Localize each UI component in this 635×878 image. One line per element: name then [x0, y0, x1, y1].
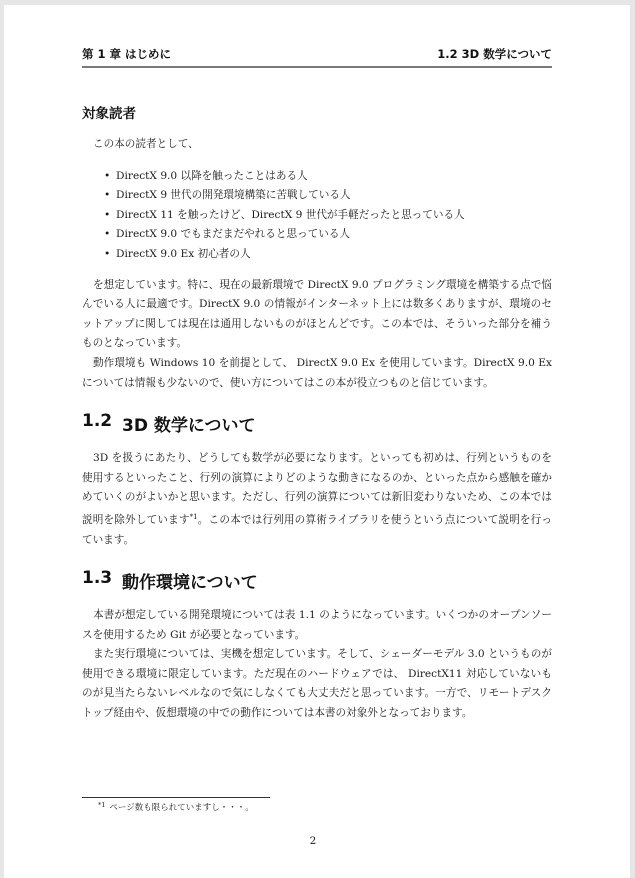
bullet-icon: •	[104, 189, 111, 202]
section-title: 動作環境について	[122, 573, 258, 594]
bullet-icon: •	[104, 208, 111, 221]
section-title: 3D 数学について	[122, 416, 256, 437]
list-item: • DirectX 9.0 Ex 初心者の人	[104, 245, 552, 265]
section-number: 1.3	[82, 568, 113, 589]
section-1-3-paragraph: 本書が想定している開発環境については表 1.1 のようになっています。いくつかのオープンソースを使用するため Git が必要となっています。	[82, 609, 552, 641]
bullet-icon: •	[104, 169, 111, 182]
audience-intro: この本の読者として、	[93, 138, 199, 150]
footnote-text: ページ数も限られていますし・・・。	[109, 803, 254, 813]
section-1-3-paragraph: また実行環境については、実機を想定しています。そして、シェーダーモデル 3.0 というものが使用できる環境に限定しています。ただ現在のハードウェアでは、 DirectX11 対応していないものが見当たらないレベルなので気にしなくても大丈夫だと思っています。一方で、リモートデスクトップ経由や、仮想環境の中での動作については本書の対象外となっております。	[82, 648, 552, 720]
audience-paragraph: 動作環境も Windows 10 を前提として、 DirectX 9.0 Ex を使用しています。DirectX 9.0 Ex については情報も少ないので、使い方についてはこの本が役立つものと信じています。	[82, 356, 552, 389]
section-number: 1.2	[82, 411, 113, 432]
audience-heading: 対象読者	[82, 106, 136, 122]
page-number: 2	[309, 835, 317, 847]
section-heading-1-3	[82, 568, 552, 593]
footnote	[98, 801, 254, 813]
audience-paragraph: を想定しています。特に、現在の最新環境で DirectX 9.0 プログラミング環境を構築する点で悩んでいる人に最適です。DirectX 9.0 の情報がインターネット上には数多くありますが、環境のセットアップに関しては現在は通用しないものがほとんどです。この本では、そういった部分を補うものとなっています。	[82, 278, 552, 350]
bullet-icon: •	[104, 247, 111, 260]
header-chapter-title: 第 1 章 はじめに	[82, 47, 172, 61]
footnote-reference[interactable]: *1	[189, 512, 198, 521]
audience-list	[82, 167, 552, 265]
list-item: • DirectX 9.0 でもまだまだやれると思っている人	[104, 225, 552, 245]
footnote-rule	[82, 797, 270, 798]
section-1-2-paragraph: 3D を扱うにあたり、どうしても数学が必要になります。といっても初めは、行列というものを使用するといったこと、行列の演算によりどのような動きになるのか、といった点から感触を確かめていくのがよいかと思います。ただし、行列の演算については新旧変わりないため、この本では説明を除外しています$^{*1}$。この本では行列用の算術ライブラリを使うという点について説明を行っています。	[82, 452, 553, 546]
section-heading-1-2	[82, 411, 552, 436]
page-content	[82, 102, 552, 724]
footnote-mark: *1	[98, 801, 106, 809]
running-header	[82, 46, 552, 62]
list-item: • DirectX 11 を触ったけど、DirectX 9 世代が手軽だったと思っている人	[104, 206, 552, 226]
bullet-icon: •	[104, 228, 111, 241]
list-item: • DirectX 9.0 以降を触ったことはある人	[104, 167, 552, 187]
header-section-title: 1.2 3D 数学について	[437, 47, 552, 61]
list-item: • DirectX 9 世代の開発環境構築に苦戦している人	[104, 186, 552, 206]
header-rule	[82, 66, 552, 68]
